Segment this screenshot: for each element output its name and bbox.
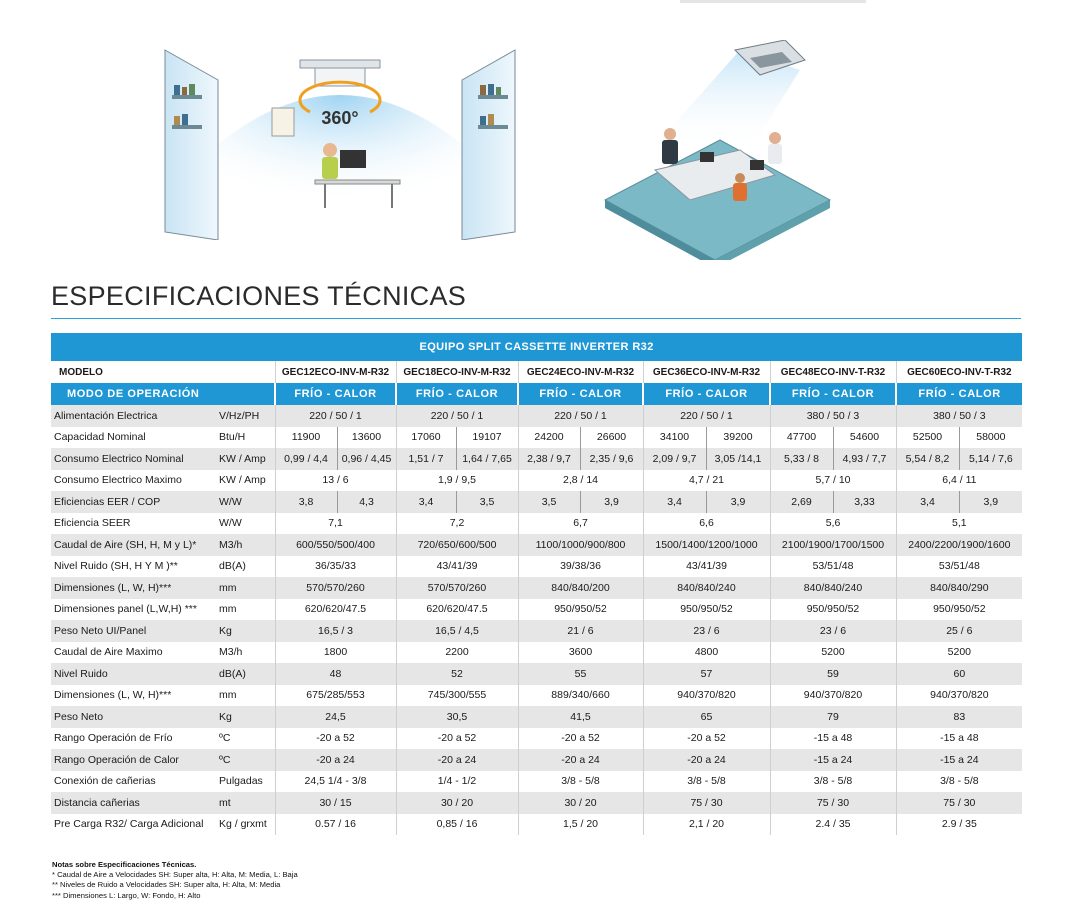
cell-value: 600/550/500/400 xyxy=(275,534,396,556)
row-unit: mm xyxy=(219,685,275,707)
row-label: Capacidad Nominal xyxy=(51,427,219,449)
note-line: *** Dimensiones L: Largo, W: Fondo, H: Alto xyxy=(52,890,201,900)
table-row xyxy=(51,685,1022,707)
cell-value: 840/840/200 xyxy=(518,577,643,599)
cell-value: -20 a 24 xyxy=(275,749,396,771)
cell-value: 47700 xyxy=(770,427,833,449)
cell-value: 7,1 xyxy=(275,513,396,535)
row-label: Caudal de Aire Maximo xyxy=(51,642,219,664)
cell-value: 950/950/52 xyxy=(518,599,643,621)
model-name: GEC24ECO-INV-M-R32 xyxy=(518,361,643,383)
cell-value: 720/650/600/500 xyxy=(396,534,518,556)
cell-value: 23 / 6 xyxy=(770,620,896,642)
cell-value: 1,9 / 9,5 xyxy=(396,470,518,492)
table-row xyxy=(51,642,1022,664)
cell-value: 24,5 1/4 - 3/8 xyxy=(275,771,396,793)
row-unit: M3/h xyxy=(219,642,275,664)
cell-value: 30,5 xyxy=(396,706,518,728)
row-label: Nivel Ruido xyxy=(51,663,219,685)
cell-value: 21 / 6 xyxy=(518,620,643,642)
cell-value: -20 a 24 xyxy=(396,749,518,771)
row-unit: mm xyxy=(219,599,275,621)
cell-value: 1500/1400/1200/1000 xyxy=(643,534,770,556)
cell-value: 75 / 30 xyxy=(896,792,1022,814)
table-row xyxy=(51,556,1022,578)
cell-value: 3,9 xyxy=(959,491,1022,513)
cell-value: 950/950/52 xyxy=(896,599,1022,621)
row-label: Eficiencia SEER xyxy=(51,513,219,535)
row-unit: W/W xyxy=(219,513,275,535)
table-row xyxy=(51,599,1022,621)
title-divider xyxy=(51,318,1021,319)
cell-value: 5,54 / 8,2 xyxy=(896,448,959,470)
cell-value: -20 a 52 xyxy=(396,728,518,750)
cell-value: 220 / 50 / 1 xyxy=(275,405,396,427)
row-label: Peso Neto UI/Panel xyxy=(51,620,219,642)
cell-value: 220 / 50 / 1 xyxy=(518,405,643,427)
cell-value: 5,1 xyxy=(896,513,1022,535)
row-unit: Kg xyxy=(219,620,275,642)
cell-value: 16,5 / 4,5 xyxy=(396,620,518,642)
cell-value: 2400/2200/1900/1600 xyxy=(896,534,1022,556)
cell-value: 3,5 xyxy=(518,491,580,513)
model-label: MODELO xyxy=(59,366,103,378)
model-name: GEC18ECO-INV-M-R32 xyxy=(396,361,518,383)
cell-value: 380 / 50 / 3 xyxy=(770,405,896,427)
cell-value: 54600 xyxy=(833,427,896,449)
cell-value: 3,4 xyxy=(896,491,959,513)
table-row xyxy=(51,620,1022,642)
cell-value: 3,4 xyxy=(396,491,456,513)
operation-mode-value: FRÍO - CALOR xyxy=(275,383,396,405)
cell-value: 3,05 /14,1 xyxy=(706,448,770,470)
table-row xyxy=(51,814,1022,836)
row-label: Alimentación Electrica xyxy=(51,405,219,427)
cell-value: 43/41/39 xyxy=(643,556,770,578)
operation-mode-value: FRÍO - CALOR xyxy=(396,383,518,405)
table-row xyxy=(51,513,1022,535)
row-unit: dB(A) xyxy=(219,663,275,685)
model-name: GEC36ECO-INV-M-R32 xyxy=(643,361,770,383)
model-name: GEC48ECO-INV-T-R32 xyxy=(770,361,896,383)
cell-value: 3/8 - 5/8 xyxy=(518,771,643,793)
cell-value: 4800 xyxy=(643,642,770,664)
row-unit: mm xyxy=(219,577,275,599)
row-label: Distancia cañerias xyxy=(51,792,219,814)
cell-value: 19107 xyxy=(456,427,518,449)
cell-value: -15 a 48 xyxy=(896,728,1022,750)
cell-value: -20 a 52 xyxy=(643,728,770,750)
table-row xyxy=(51,534,1022,556)
row-unit: ºC xyxy=(219,749,275,771)
cell-value: 745/300/555 xyxy=(396,685,518,707)
cell-value: 4,7 / 21 xyxy=(643,470,770,492)
cell-value: 940/370/820 xyxy=(896,685,1022,707)
table-row xyxy=(51,577,1022,599)
row-unit: Pulgadas xyxy=(219,771,275,793)
cell-value: 52500 xyxy=(896,427,959,449)
top-divider xyxy=(680,0,866,3)
cell-value: 1/4 - 1/2 xyxy=(396,771,518,793)
cell-value: 24,5 xyxy=(275,706,396,728)
row-label: Caudal de Aire (SH, H, M y L)* xyxy=(51,534,219,556)
row-label: Dimensiones panel (L,W,H) *** xyxy=(51,599,219,621)
cell-value: 3,9 xyxy=(580,491,643,513)
cell-value: 58000 xyxy=(959,427,1022,449)
cell-value: 5,33 / 8 xyxy=(770,448,833,470)
cell-value: -15 a 24 xyxy=(896,749,1022,771)
cell-value: -20 a 52 xyxy=(518,728,643,750)
row-unit: KW / Amp xyxy=(219,448,275,470)
spec-rows xyxy=(51,405,1022,835)
table-row xyxy=(51,663,1022,685)
table-row xyxy=(51,749,1022,771)
table-row xyxy=(51,448,1022,470)
cell-value: 620/620/47.5 xyxy=(396,599,518,621)
table-row xyxy=(51,427,1022,449)
cell-value: 52 xyxy=(396,663,518,685)
cell-value: 570/570/260 xyxy=(275,577,396,599)
operation-mode-value: FRÍO - CALOR xyxy=(643,383,770,405)
office-isometric-illustration xyxy=(600,40,840,260)
cell-value: 950/950/52 xyxy=(643,599,770,621)
row-label: Consumo Electrico Nominal xyxy=(51,448,219,470)
cell-value: 53/51/48 xyxy=(896,556,1022,578)
row-unit: Kg / grxmt xyxy=(219,814,275,836)
cell-value: 16,5 / 3 xyxy=(275,620,396,642)
cell-value: 43/41/39 xyxy=(396,556,518,578)
cell-value: 2,09 / 9,7 xyxy=(643,448,706,470)
cell-value: 3/8 - 5/8 xyxy=(643,771,770,793)
cell-value: 59 xyxy=(770,663,896,685)
row-unit: W/W xyxy=(219,491,275,513)
cell-value: 3600 xyxy=(518,642,643,664)
cell-value: 840/840/240 xyxy=(643,577,770,599)
row-label: Nivel Ruido (SH, H Y M )** xyxy=(51,556,219,578)
operation-mode-label: MODO DE OPERACIÓN xyxy=(51,383,275,405)
cell-value: 940/370/820 xyxy=(770,685,896,707)
cell-value: 3,4 xyxy=(643,491,706,513)
row-unit: KW / Amp xyxy=(219,470,275,492)
cell-value: 75 / 30 xyxy=(643,792,770,814)
cell-value: 380 / 50 / 3 xyxy=(896,405,1022,427)
cell-value: 5200 xyxy=(770,642,896,664)
cell-value: 1,64 / 7,65 xyxy=(456,448,518,470)
cell-value: 13 / 6 xyxy=(275,470,396,492)
cell-value: 620/620/47.5 xyxy=(275,599,396,621)
cell-value: 7,2 xyxy=(396,513,518,535)
technical-notes xyxy=(52,860,298,901)
cell-value: 220 / 50 / 1 xyxy=(643,405,770,427)
cell-value: 30 / 15 xyxy=(275,792,396,814)
cassette-360-illustration xyxy=(160,40,520,240)
cell-value: 0,85 / 16 xyxy=(396,814,518,836)
cell-value: 0.57 / 16 xyxy=(275,814,396,836)
cell-value: 30 / 20 xyxy=(518,792,643,814)
cell-value: 2100/1900/1700/1500 xyxy=(770,534,896,556)
cell-value: 60 xyxy=(896,663,1022,685)
row-unit: Btu/H xyxy=(219,427,275,449)
cell-value: 0,96 / 4,45 xyxy=(337,448,396,470)
cell-value: 4,3 xyxy=(337,491,396,513)
cell-value: 840/840/240 xyxy=(770,577,896,599)
model-name: GEC12ECO-INV-M-R32 xyxy=(275,361,396,383)
cell-value: 4,93 / 7,7 xyxy=(833,448,896,470)
model-row xyxy=(51,361,1022,383)
cell-value: 13600 xyxy=(337,427,396,449)
cell-value: 950/950/52 xyxy=(770,599,896,621)
cell-value: 1100/1000/900/800 xyxy=(518,534,643,556)
model-name: GEC60ECO-INV-T-R32 xyxy=(896,361,1022,383)
cell-value: 840/840/290 xyxy=(896,577,1022,599)
cell-value: 53/51/48 xyxy=(770,556,896,578)
cell-value: 2,8 / 14 xyxy=(518,470,643,492)
table-row xyxy=(51,405,1022,427)
section-title: ESPECIFICACIONES TÉCNICAS xyxy=(51,281,467,311)
cell-value: 675/285/553 xyxy=(275,685,396,707)
cell-value: 220 / 50 / 1 xyxy=(396,405,518,427)
cell-value: 36/35/33 xyxy=(275,556,396,578)
row-label: Consumo Electrico Maximo xyxy=(51,470,219,492)
cell-value: 5,7 / 10 xyxy=(770,470,896,492)
cell-value: 1,5 / 20 xyxy=(518,814,643,836)
row-label: Peso Neto xyxy=(51,706,219,728)
cell-value: 2,69 xyxy=(770,491,833,513)
operation-mode-value: FRÍO - CALOR xyxy=(518,383,643,405)
cell-value: 11900 xyxy=(275,427,337,449)
cell-value: 5,6 xyxy=(770,513,896,535)
note-line: * Caudal de Aire a Velocidades SH: Super alta, H: Alta, M: Media, L: Baja xyxy=(52,870,298,880)
table-row xyxy=(51,706,1022,728)
table-row xyxy=(51,771,1022,793)
cell-value: 1,51 / 7 xyxy=(396,448,456,470)
cell-value: -20 a 24 xyxy=(643,749,770,771)
cell-value: 3,9 xyxy=(706,491,770,513)
cell-value: 79 xyxy=(770,706,896,728)
cell-value: -20 a 52 xyxy=(275,728,396,750)
table-row xyxy=(51,728,1022,750)
row-label: Conexión de cañerias xyxy=(51,771,219,793)
cell-value: 0,99 / 4,4 xyxy=(275,448,337,470)
table-title: EQUIPO SPLIT CASSETTE INVERTER R32 xyxy=(51,333,1022,361)
row-unit: ºC xyxy=(219,728,275,750)
row-label: Pre Carga R32/ Carga Adicional xyxy=(51,814,219,836)
badge-360: 360° xyxy=(321,108,359,128)
cell-value: 39200 xyxy=(706,427,770,449)
row-label: Rango Operación de Calor xyxy=(51,749,219,771)
cell-value: 2200 xyxy=(396,642,518,664)
row-label: Dimensiones (L, W, H)*** xyxy=(51,685,219,707)
operation-mode-row xyxy=(51,383,1022,405)
operation-mode-value: FRÍO - CALOR xyxy=(770,383,896,405)
cell-value: 48 xyxy=(275,663,396,685)
cell-value: 5200 xyxy=(896,642,1022,664)
cell-value: 75 / 30 xyxy=(770,792,896,814)
table-row xyxy=(51,792,1022,814)
cell-value: 2.9 / 35 xyxy=(896,814,1022,836)
specifications-table xyxy=(51,333,1022,835)
cell-value: 23 / 6 xyxy=(643,620,770,642)
cell-value: 940/370/820 xyxy=(643,685,770,707)
cell-value: 2,38 / 9,7 xyxy=(518,448,580,470)
operation-mode-value: FRÍO - CALOR xyxy=(896,383,1022,405)
table-title-row xyxy=(51,333,1022,361)
row-label: Eficiencias EER / COP xyxy=(51,491,219,513)
cell-value: 6,4 / 11 xyxy=(896,470,1022,492)
cell-value: 2,35 / 9,6 xyxy=(580,448,643,470)
cell-value: 3,33 xyxy=(833,491,896,513)
row-unit: Kg xyxy=(219,706,275,728)
cell-value: 889/340/660 xyxy=(518,685,643,707)
row-unit: V/Hz/PH xyxy=(219,405,275,427)
row-label: Dimensiones (L, W, H)*** xyxy=(51,577,219,599)
cell-value: -20 a 24 xyxy=(518,749,643,771)
cell-value: 83 xyxy=(896,706,1022,728)
row-unit: M3/h xyxy=(219,534,275,556)
cell-value: 3/8 - 5/8 xyxy=(896,771,1022,793)
cell-value: 55 xyxy=(518,663,643,685)
cell-value: 2,1 / 20 xyxy=(643,814,770,836)
cell-value: 3,5 xyxy=(456,491,518,513)
row-label: Rango Operación de Frío xyxy=(51,728,219,750)
cell-value: 6,6 xyxy=(643,513,770,535)
table-row xyxy=(51,470,1022,492)
row-unit: mt xyxy=(219,792,275,814)
cell-value: 65 xyxy=(643,706,770,728)
cell-value: 34100 xyxy=(643,427,706,449)
cell-value: 25 / 6 xyxy=(896,620,1022,642)
row-unit: dB(A) xyxy=(219,556,275,578)
cell-value: 41,5 xyxy=(518,706,643,728)
cell-value: 3/8 - 5/8 xyxy=(770,771,896,793)
cell-value: 39/38/36 xyxy=(518,556,643,578)
cell-value: -15 a 24 xyxy=(770,749,896,771)
cell-value: 570/570/260 xyxy=(396,577,518,599)
table-row xyxy=(51,491,1022,513)
cell-value: 30 / 20 xyxy=(396,792,518,814)
cell-value: 57 xyxy=(643,663,770,685)
cell-value: 24200 xyxy=(518,427,580,449)
cell-value: 1800 xyxy=(275,642,396,664)
cell-value: 17060 xyxy=(396,427,456,449)
cell-value: 26600 xyxy=(580,427,643,449)
note-line: ** Niveles de Ruido a Velocidades SH: Super alta, H: Alta, M: Media xyxy=(52,880,281,890)
cell-value: 6,7 xyxy=(518,513,643,535)
cell-value: 3,8 xyxy=(275,491,337,513)
cell-value: -15 a 48 xyxy=(770,728,896,750)
cell-value: 2.4 / 35 xyxy=(770,814,896,836)
cell-value: 5,14 / 7,6 xyxy=(959,448,1022,470)
notes-title: Notas sobre Especificaciones Técnicas. xyxy=(52,860,197,869)
